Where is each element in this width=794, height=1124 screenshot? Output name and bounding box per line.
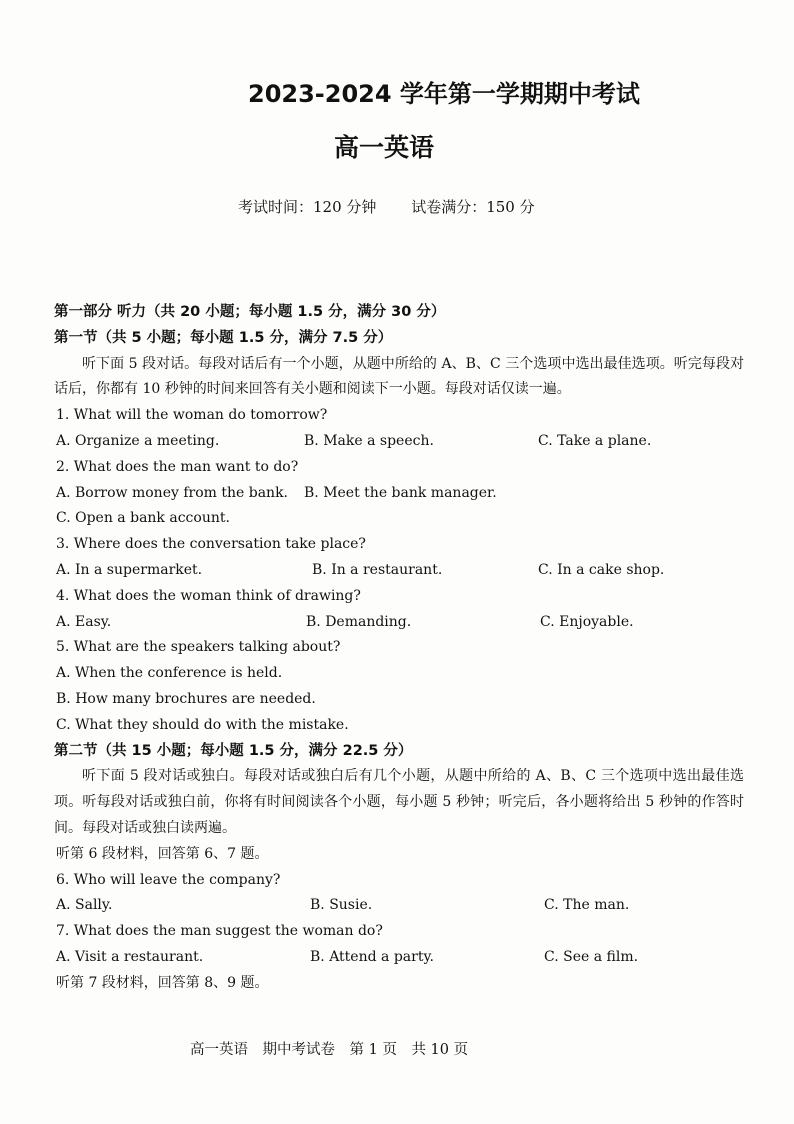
exam-time: 考试时间：120 分钟 xyxy=(238,198,377,216)
section2-heading: 第二节（共 15 小题；每小题 1.5 分，满分 22.5 分） xyxy=(54,742,413,759)
section1-heading: 第一节（共 5 小题；每小题 1.5 分，满分 7.5 分） xyxy=(54,329,393,346)
option-4b: B. Demanding. xyxy=(306,613,412,630)
option-7a: A. Visit a restaurant. xyxy=(56,948,204,965)
option-3b: B. In a restaurant. xyxy=(312,561,443,578)
question-2: 2. What does the man want to do? xyxy=(56,458,299,475)
material-7-note: 听第 7 段材料，回答第 8、9 题。 xyxy=(56,974,269,991)
option-2c: C. Open a bank account. xyxy=(56,510,230,527)
options-4 xyxy=(54,610,744,636)
options-3 xyxy=(54,558,744,584)
section2-instruction: 听下面 5 段对话或独白。每段对话或独白后有几个小题，从题中所给的 A、B、C 三个选项中选出最佳选项。听每段对话或独白前，你将有时间阅读各个小题，每小题 5 秒钟；听完后，各小题将给出 5 秒钟的作答时间。每段对话或独白读两遍。 xyxy=(54,768,744,836)
option-1b: B. Make a speech. xyxy=(304,432,434,449)
full-score: 试卷满分：150 分 xyxy=(411,198,535,216)
exam-content xyxy=(54,300,744,997)
option-4a: A. Easy. xyxy=(56,613,112,630)
option-4c: C. Enjoyable. xyxy=(540,613,634,630)
question-6: 6. Who will leave the company? xyxy=(56,871,281,888)
option-2a: A. Borrow money from the bank. xyxy=(56,484,289,501)
option-5a: A. When the conference is held. xyxy=(56,665,283,682)
exam-title: 2023-2024 学年第一学期期中考试 xyxy=(248,80,640,108)
option-5c: C. What they should do with the mistake. xyxy=(56,716,349,733)
option-7c: C. See a film. xyxy=(544,948,639,965)
question-5: 5. What are the speakers talking about? xyxy=(56,639,341,656)
option-6c: C. The man. xyxy=(544,897,630,914)
subject-title: 高一英语 xyxy=(334,133,435,162)
part1-heading: 第一部分 听力（共 20 小题；每小题 1.5 分，满分 30 分） xyxy=(54,304,446,320)
option-6b: B. Susie. xyxy=(310,897,373,914)
option-6a: A. Sally. xyxy=(56,897,113,914)
question-4: 4. What does the woman think of drawing? xyxy=(56,587,361,604)
option-2b: B. Meet the bank manager. xyxy=(304,484,497,501)
exam-meta xyxy=(238,196,565,217)
options-1 xyxy=(54,429,744,455)
option-5b: B. How many brochures are needed. xyxy=(56,690,316,707)
material-6-note: 听第 6 段材料，回答第 6、7 题。 xyxy=(56,845,269,862)
option-1a: A. Organize a meeting. xyxy=(56,432,220,449)
question-3: 3. Where does the conversation take place? xyxy=(56,536,366,553)
page-footer: 高一英语 期中考试卷 第 1 页 共 10 页 xyxy=(190,1042,469,1058)
option-3a: A. In a supermarket. xyxy=(56,561,203,578)
question-1: 1. What will the woman do tomorrow? xyxy=(56,407,328,424)
option-3c: C. In a cake shop. xyxy=(538,561,665,578)
section1-instruction: 听下面 5 段对话。每段对话后有一个小题，从题中所给的 A、B、C 三个选项中选出最佳选项。听完每段对话后，你都有 10 秒钟的时间来回答有关小题和阅读下一小题。每段对话仅读一遍。 xyxy=(54,355,744,398)
option-7b: B. Attend a party. xyxy=(310,948,434,965)
options-6 xyxy=(54,893,744,919)
options-7 xyxy=(54,945,744,971)
options-2 xyxy=(54,481,744,507)
question-7: 7. What does the man suggest the woman do? xyxy=(56,923,383,940)
option-1c: C. Take a plane. xyxy=(538,432,652,449)
